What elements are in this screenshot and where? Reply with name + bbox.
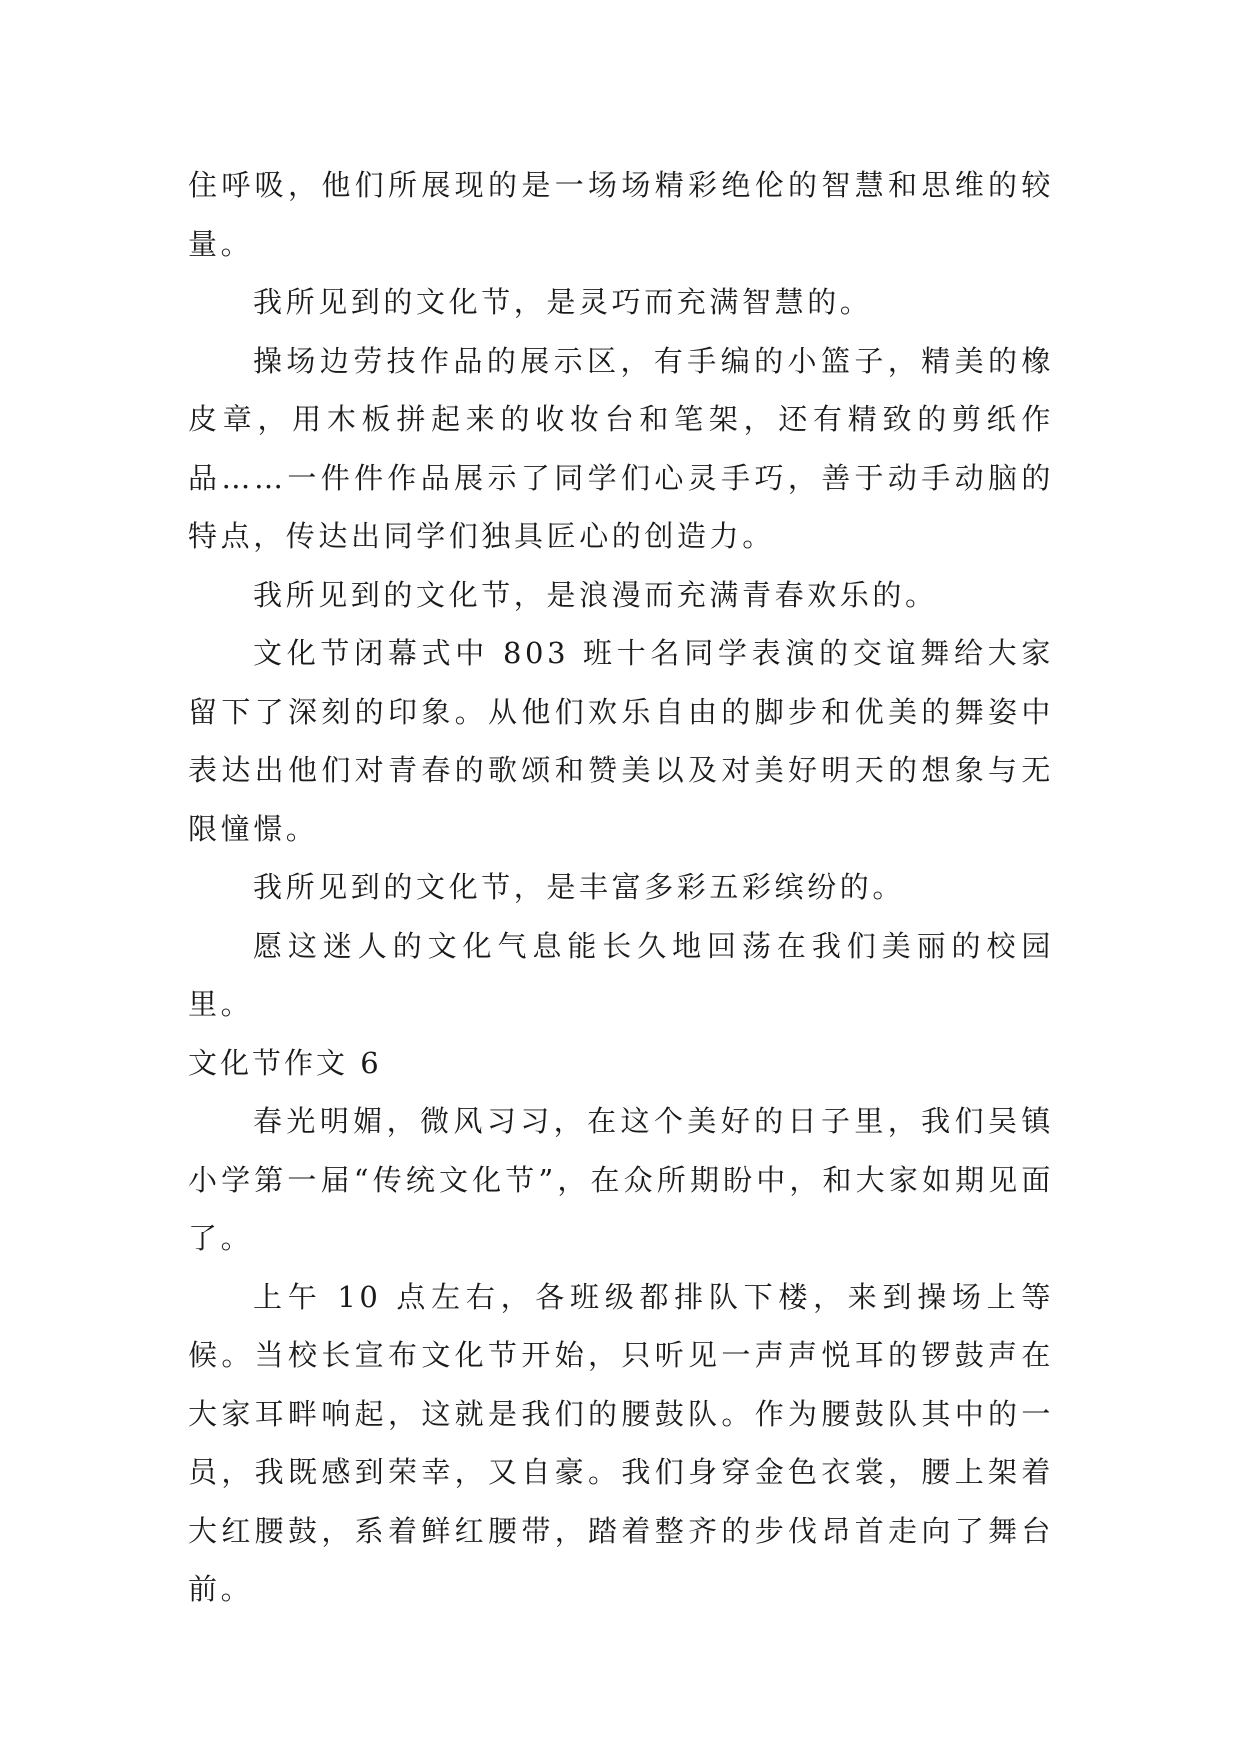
paragraph: 春光明媚，微风习习，在这个美好的日子里，我们吴镇小学第一届“传统文化节”，在众所期盼中，和大家如期见面了。 [188,1104,1054,1255]
paragraph: 我所见到的文化节，是浪漫而充满青春欢乐的。 [253,577,938,612]
paragraph: 上午 10 点左右，各班级都排队下楼，来到操场上等候。当校长宣布文化节开始，只听见一声声悦耳的锣鼓声在大家耳畔响起，这就是我们的腰鼓队。作为腰鼓队其中的一员，我既感到荣幸，又自豪。我们身穿金色衣裳，腰上架着大红腰鼓，系着鲜红腰带，踏着整齐的步伐昂首走向了舞台前。 [188,1279,1054,1606]
paragraph: 我所见到的文化节，是丰富多彩五彩缤纷的。 [253,870,906,904]
section-heading: 文化节作文 6 [188,1045,382,1080]
paragraph: 文化节闭幕式中 803 班十名同学表演的交谊舞给大家留下了深刻的印象。从他们欢乐自由的脚步和优美的舞姿中表达出他们对青春的歌颂和赞美以及对美好明天的想象与无限憧憬。 [188,636,1054,846]
paragraph: 愿这迷人的文化气息能长久地回荡在我们美丽的校园里。 [188,928,1054,1021]
paragraph: 操场边劳技作品的展示区，有手编的小篮子，精美的橡皮章，用木板拼起来的收妆台和笔架，还有精致的剪纸作品……一件件作品展示了同学们心灵手巧，善于动手动脑的特点，传达出同学们独具匠心的创造力。 [188,343,1054,553]
paragraph: 我所见到的文化节，是灵巧而充满智慧的。 [253,285,873,319]
paragraph-continued: 住呼吸，他们所展现的是一场场精彩绝伦的智慧和思维的较量。 [188,168,1054,261]
document-body [188,156,1054,1619]
